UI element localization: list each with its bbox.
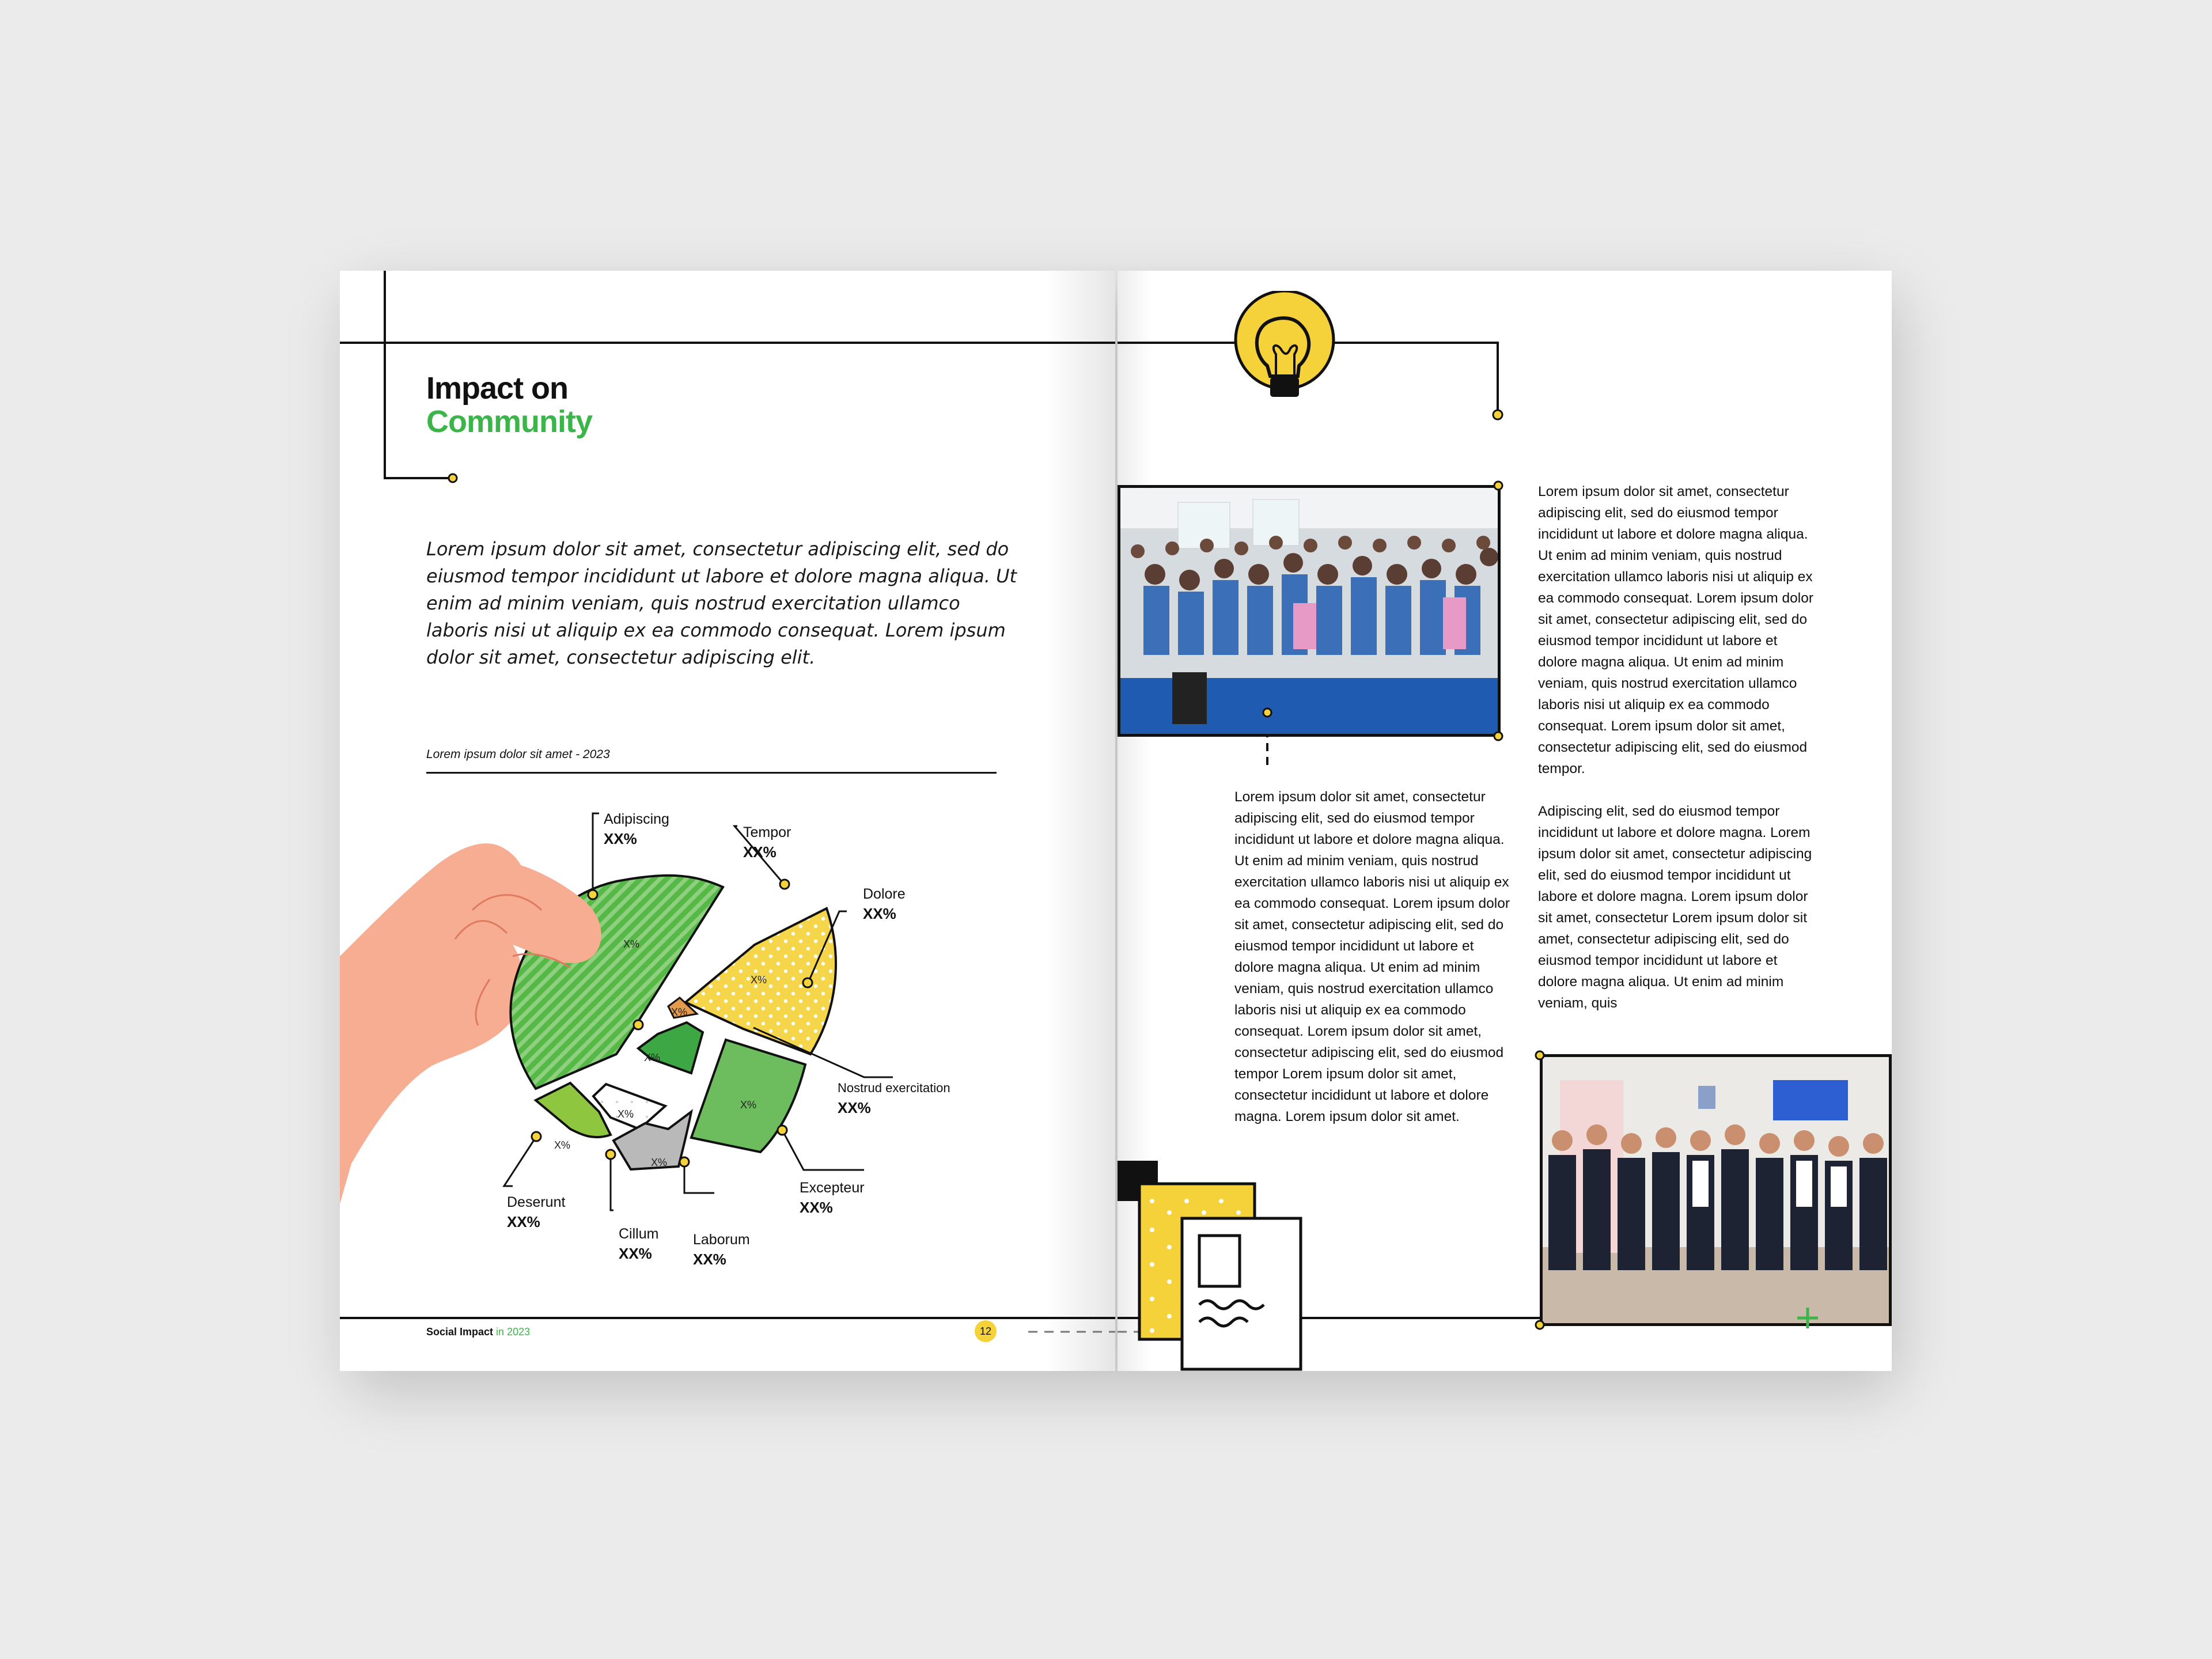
slice-main-green xyxy=(719,899,766,910)
category-value: XX% xyxy=(800,1199,833,1216)
slice-label: X% xyxy=(618,1108,634,1120)
title-line1: Impact on xyxy=(426,371,569,406)
label-deserunt xyxy=(507,1192,565,1232)
category-name: Dolore xyxy=(863,886,906,902)
category-name: Tempor xyxy=(743,824,791,840)
category-value: XX% xyxy=(693,1251,726,1268)
chart-caption: Lorem ipsum dolor sit amet - 2023 xyxy=(426,748,610,761)
left-page xyxy=(340,271,1115,1371)
category-name: Nostrud exercitation xyxy=(838,1081,950,1095)
slice-label: X% xyxy=(644,1052,661,1063)
slice-label: X% xyxy=(751,974,767,986)
slice-label: X% xyxy=(623,938,640,950)
document-icon xyxy=(1118,1161,1308,1371)
footer-label-year: in 2023 xyxy=(496,1326,531,1338)
label-cillum xyxy=(619,1224,658,1263)
slice-light-green xyxy=(691,1040,805,1152)
slice-label: X% xyxy=(671,1006,688,1018)
category-name: Cillum xyxy=(619,1226,659,1242)
label-adipiscing xyxy=(604,809,669,849)
category-name: Deserunt xyxy=(507,1194,566,1210)
category-value: XX% xyxy=(619,1245,652,1262)
category-value: XX% xyxy=(743,843,777,861)
category-value: XX% xyxy=(838,1099,871,1116)
category-value: XX% xyxy=(507,1213,540,1230)
category-value: XX% xyxy=(604,830,637,847)
pie-chart xyxy=(340,271,1115,1371)
right-page xyxy=(1118,271,1892,1371)
label-excepteur xyxy=(800,1178,865,1217)
label-dolore xyxy=(863,884,906,923)
plus-icon xyxy=(1796,1306,1819,1330)
label-tempor xyxy=(743,823,791,862)
slice-label: X% xyxy=(740,1099,757,1111)
footer-label-text: Social Impact xyxy=(426,1326,494,1338)
middle-column-text: Lorem ipsum dolor sit amet, consectetur adipiscing elit, sed do eiusmod tempor incididunt ut labore et dolore magna aliqua. Ut enim ad minim veniam, quis nostrud exercitation ullamco laboris nisi ut aliquip ex ea commodo consequat. Lorem ipsum dolor sit amet, consectetur adipiscing elit, sed do eiusmod tempor incididunt ut labore et dolore magna aliqua. Ut enim ad minim veniam, quis nostrud exercitation ullamco laboris nisi ut aliquip ex ea commodo consequat. Lorem ipsum dolor sit amet, consectetur adipiscing elit, sed do eiusmod tempor Lorem ipsum dolor sit amet, consectetur incididunt ut labore et dolore magna. Lorem ipsum dolor sit amet. xyxy=(1234,789,1510,1124)
slice-dark-green xyxy=(638,1022,703,1073)
intro-paragraph: Lorem ipsum dolor sit amet, consectetur adipiscing elit, sed do eiusmod tempor incididunt ut labore et dolore magna aliqua. Ut enim ad minim veniam, quis nostrud exercitation ullamco laboris nisi ut aliquip ex ea commodo consequat. Lorem ipsum dolor sit amet, consectetur adipiscing elit. xyxy=(426,538,1017,668)
page-number: 12 xyxy=(975,1320,997,1342)
label-nostrud xyxy=(838,1078,950,1118)
slice-label: X% xyxy=(651,1157,668,1168)
label-laborum xyxy=(693,1230,750,1269)
right-column-text-2: Adipiscing elit, sed do eiusmod tempor incididunt ut labore et dolore magna. Lorem ipsum dolor sit amet, consectetur adipiscing elit, sed do eiusmod tempor incididunt ut labore et dolore magna. Lorem ipsum dolor sit amet, consectetur Lorem ipsum dolor sit amet, consectetur adipiscing elit, sed do eiusmod tempor incididunt ut labore et dolore magna aliqua. Ut enim ad minim veniam, quis xyxy=(1538,804,1812,1011)
right-column-text-1: Lorem ipsum dolor sit amet, consectetur adipiscing elit, sed do eiusmod tempor incididunt ut labore et dolore magna aliqua. Ut enim ad minim veniam, quis nostrud exercitation ullamco laboris nisi ut aliquip ex ea commodo consequat. Lorem ipsum dolor sit amet, consectetur adipiscing elit, sed do eiusmod tempor incididunt ut labore et dolore magna aliqua. Ut enim ad minim veniam, quis nostrud exercitation ullamco laboris nisi ut aliquip ex ea commodo consequat. Lorem ipsum dolor sit amet, consectetur adipiscing elit, sed do eiusmod tempor. xyxy=(1538,484,1814,777)
category-name: Laborum xyxy=(693,1232,750,1248)
title-line2: Community xyxy=(426,404,592,439)
slice-label: X% xyxy=(554,1139,571,1151)
footer-label xyxy=(426,1326,530,1338)
category-value: XX% xyxy=(863,905,896,922)
category-name: Excepteur xyxy=(800,1180,865,1196)
category-name: Adipiscing xyxy=(604,811,669,827)
